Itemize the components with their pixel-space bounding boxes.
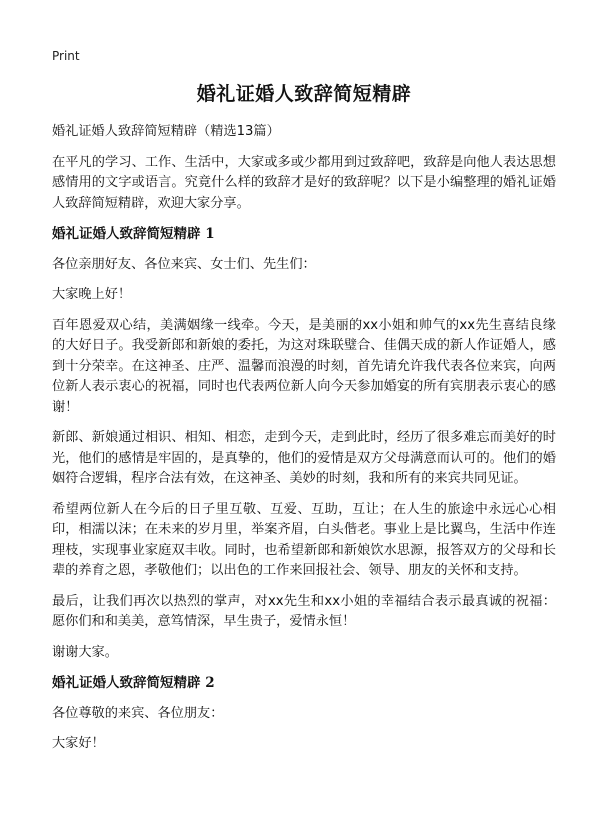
section1-evening: 大家晚上好！ — [52, 287, 132, 302]
article-body — [52, 122, 556, 765]
section1-greeting: 各位亲朋好友、各位来宾、女士们、先生们： — [52, 256, 316, 272]
section-heading-1: 婚礼证婚人致辞简短精辟 1 — [52, 226, 215, 242]
print-link[interactable]: Print — [52, 49, 80, 63]
section1-paragraph-4: 最后，让我们再次以热烈的掌声，对xx先生和xx小姐的幸福结合表示最真诚的祝福：愿你们和和美美，意笃情深，早生贵子，爱情永恒！ — [52, 593, 556, 629]
page-title: 婚礼证婚人致辞简短精辟 — [196, 83, 412, 105]
intro-paragraph: 在平凡的学习、工作、生活中，大家或多或少都用到过致辞吧，致辞是向他人表达思想感情用的文字或语言。究竟什么样的致辞才是好的致辞呢？以下是小编整理的婚礼证婚人致辞简短精辟，欢迎大家分享。 — [52, 154, 556, 211]
section2-hello: 大家好！ — [52, 736, 105, 751]
section2-greeting: 各位尊敬的来宾、各位朋友： — [52, 705, 224, 721]
section1-paragraph-1: 百年恩爱双心结，美满姻缘一线牵。今天，是美丽的xx小姐和帅气的xx先生喜结良缘的大好日子。我受新郎和新娘的委托，为这对珠联璧合、佳偶天成的新人作证婚人，感到十分荣幸。在这神圣、庄严、温馨而浪漫的时刻，首先请允许我代表各位来宾，向两位新人表示衷心的祝福，同时也代表两位新人向今天参加婚宴的所有宾朋表示衷心的感谢！ — [52, 317, 556, 415]
intro-subtitle: 婚礼证婚人致辞简短精辟（精选13篇） — [52, 124, 280, 139]
section1-paragraph-3: 希望两位新人在今后的日子里互敬、互爱、互助，互让；在人生的旅途中永远心心相印，相濡以沫；在未来的岁月里，举案齐眉，白头偕老。事业上是比翼鸟，生活中作连理枝，实现事业家庭双丰收。同时，也希望新郎和新娘饮水思源，报答双方的父母和长辈的养育之恩，孝敬他们；以出色的工作来回报社会、领导、朋友的关怀和支持。 — [52, 501, 556, 578]
section1-paragraph-2: 新郎、新娘通过相识、相知、相恋，走到今天，走到此时，经历了很多难忘而美好的时光，他们的感情是牢固的，是真挚的，他们的爱情是双方父母满意而认可的。他们的婚姻符合逻辑，程序合法有效，在这神圣、美妙的时刻，我和所有的来宾共同见证。 — [52, 430, 556, 486]
section-heading-2: 婚礼证婚人致辞简短精辟 2 — [52, 675, 215, 691]
section1-thanks: 谢谢大家。 — [52, 644, 118, 660]
